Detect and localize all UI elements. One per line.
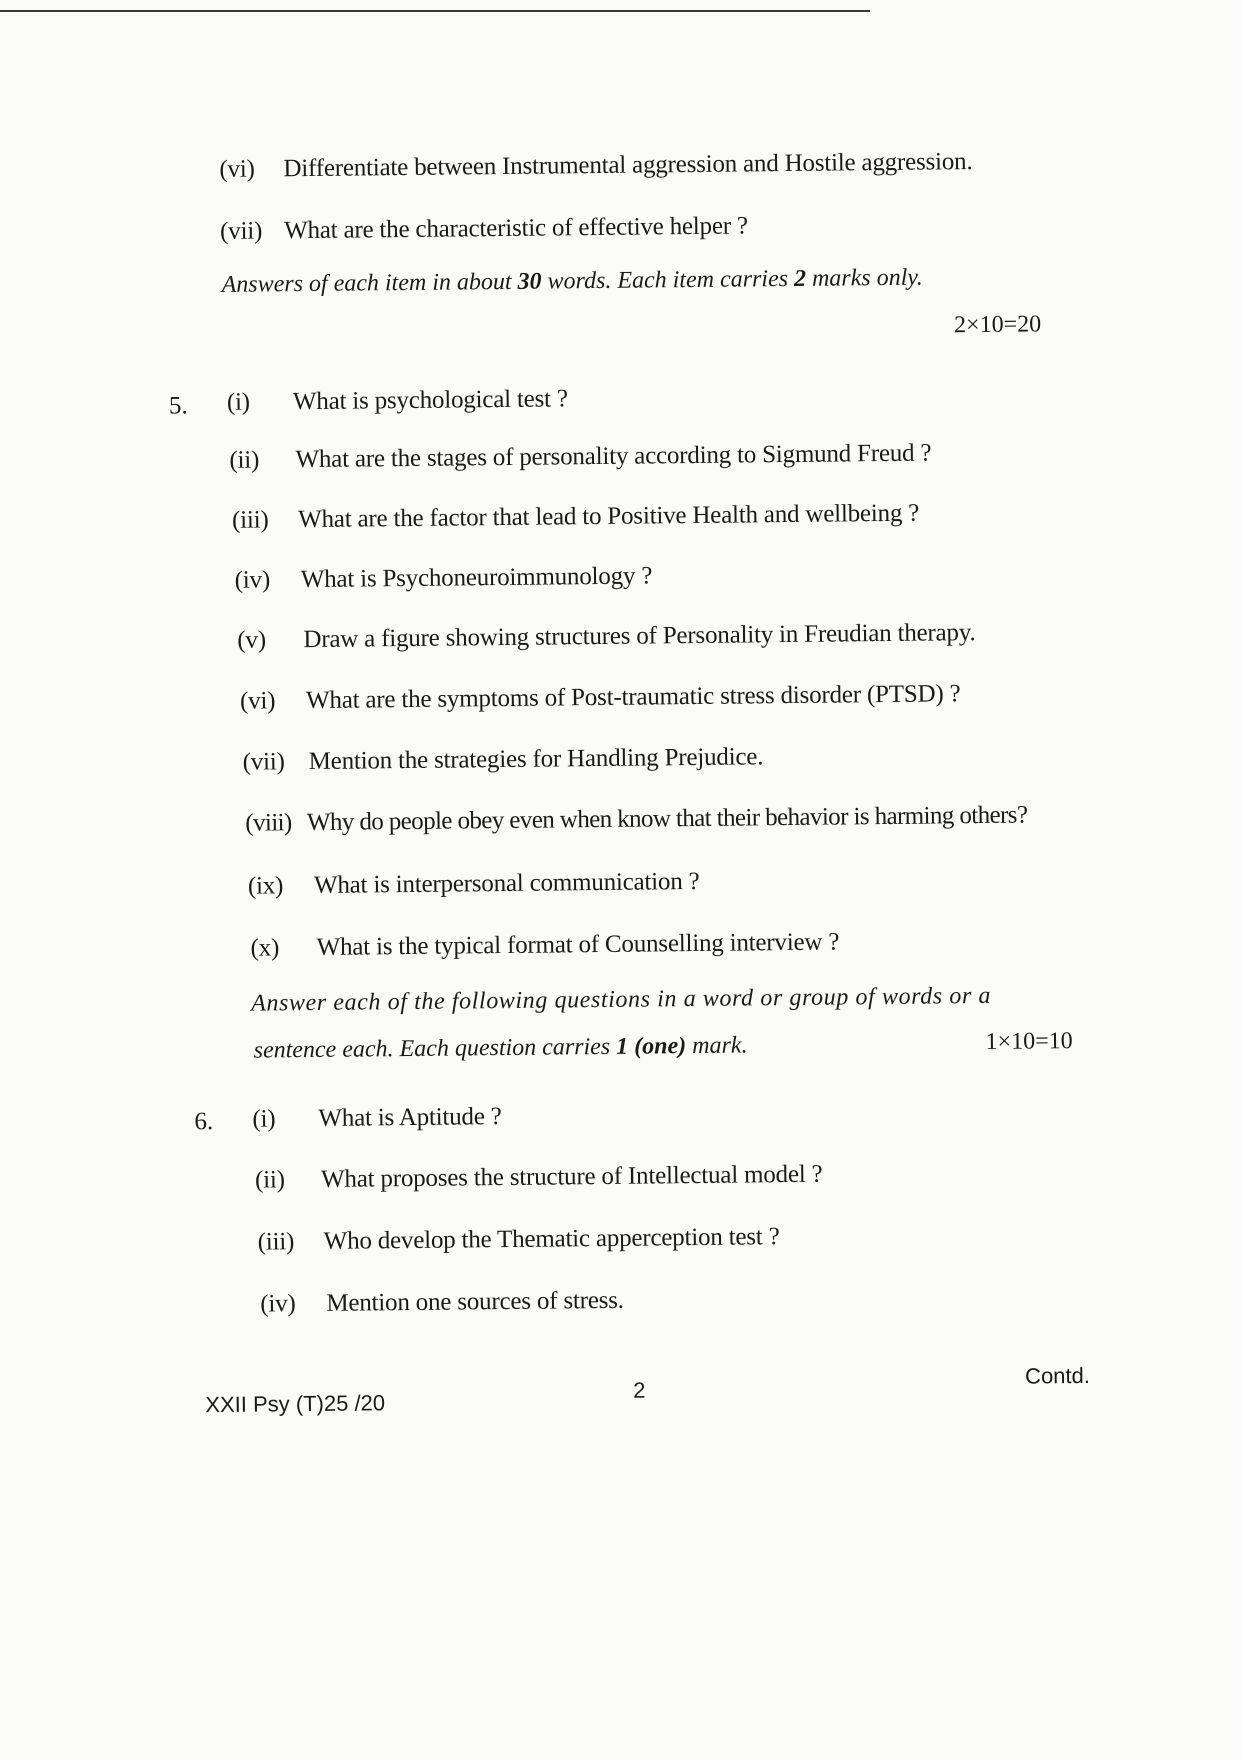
- q5-item-vii: (vii) Mention the strategies for Handling Prejudice.: [242, 743, 764, 776]
- item-number: (vi): [219, 155, 255, 183]
- q5-item-x: (x) What is the typical format of Counselling interview ?: [250, 928, 840, 962]
- marks-1: 2×10=20: [953, 311, 1042, 339]
- q5-item-viii: (viii) Why do people obey even when know that their behavior is harming others?: [245, 801, 1028, 837]
- q4-item-vi: [219, 148, 972, 184]
- item-number: (vii): [219, 217, 263, 245]
- instruction-2-line-2: sentence each. Each question carries 1 (one) mark.: [253, 1032, 748, 1064]
- q5-item-i: (i) What is psychological test ?: [226, 385, 568, 416]
- item-text: Differentiate between Instrumental aggression and Hostile aggression.: [283, 148, 973, 183]
- q5-item-ix: (ix) What is interpersonal communication ?: [247, 867, 700, 900]
- q5-item-iv: (iv) What is Psychoneuroimmunology ?: [234, 562, 653, 594]
- q4-item-vii: [220, 212, 748, 246]
- marks-2: 1×10=10: [985, 1028, 1073, 1055]
- continued-label: Contd.: [1024, 1362, 1091, 1389]
- q6-item-i: (i) What is Aptitude ?: [252, 1103, 502, 1133]
- q5-item-ii: (ii) What are the stages of personality according to Sigmund Freud ?: [229, 439, 932, 474]
- paper-code: XXII Psy (T)25 /20: [205, 1390, 386, 1418]
- question-5-number: 5.: [168, 392, 188, 420]
- q5-item-vi: (vi) What are the symptoms of Post-traumatic stress disorder (PTSD) ?: [239, 680, 961, 715]
- item-text: What are the characteristic of effective helper ?: [283, 212, 748, 245]
- page-number: 2: [633, 1377, 646, 1403]
- q6-item-iii: (iii) Who develop the Thematic apperception test ?: [257, 1223, 780, 1256]
- instruction-2-line-1: Answer each of the following questions in a word or group of words or a: [251, 982, 992, 1017]
- q6-item-ii: (ii) What proposes the structure of Intellectual model ?: [254, 1160, 823, 1194]
- q5-item-v: (v) Draw a figure showing structures of Personality in Freudian therapy.: [237, 619, 976, 654]
- q6-item-iv: (iv) Mention one sources of stress.: [260, 1286, 624, 1318]
- question-6-number: 6.: [194, 1108, 214, 1136]
- instruction-1: Answers of each item in about 30 words. Each item carries 2 marks only.: [221, 264, 923, 298]
- q5-item-iii: (iii) What are the factor that lead to Positive Health and wellbeing ?: [231, 499, 920, 534]
